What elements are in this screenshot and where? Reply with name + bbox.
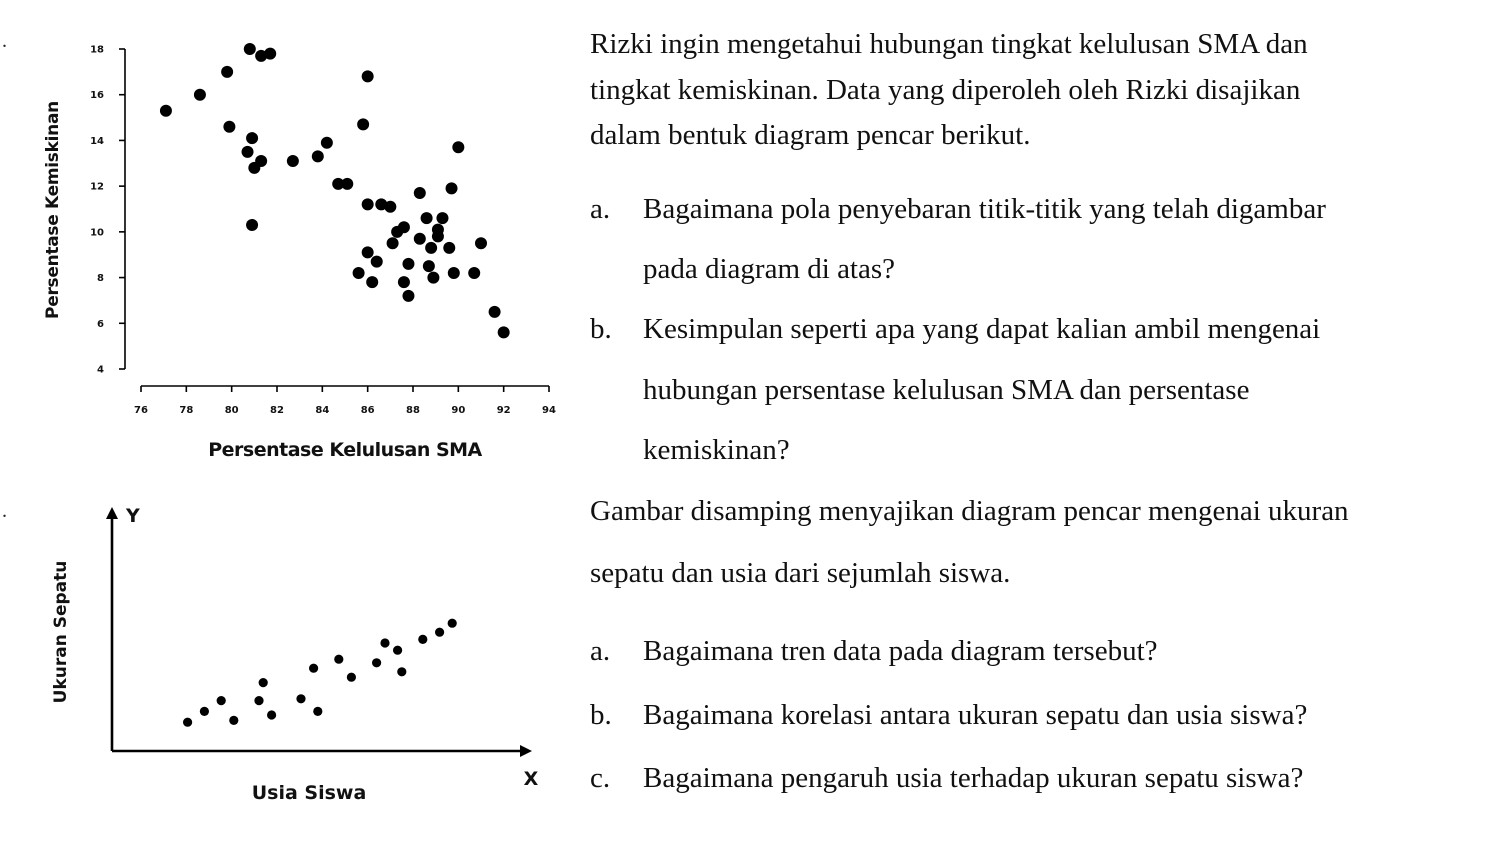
data-point [160, 105, 172, 117]
data-point [255, 155, 267, 167]
data-point [387, 237, 399, 249]
data-point [452, 141, 464, 153]
x-tick-label: 90 [451, 405, 466, 416]
data-point [421, 212, 433, 224]
data-point [244, 43, 256, 55]
question-label: b. [590, 699, 612, 731]
data-point [498, 326, 510, 338]
data-point [443, 242, 455, 254]
x-axis-arrow-icon [520, 745, 532, 757]
x-axis-title: Persentase Kelulusan SMA [208, 439, 482, 461]
data-point [254, 696, 263, 705]
data-point [362, 246, 374, 258]
data-point [357, 118, 369, 130]
y-axis-title: Persentase Kemiskinan [43, 101, 63, 319]
data-point [380, 638, 389, 647]
data-point [246, 219, 258, 231]
data-point [194, 89, 206, 101]
y-tick-label: 12 [90, 181, 104, 193]
data-point [313, 707, 322, 716]
data-point [398, 221, 410, 233]
y-tick-label: 18 [90, 44, 104, 56]
y-tick-label: 10 [90, 227, 104, 239]
question-text-line: Bagaimana korelasi antara ukuran sepatu dan usia siswa? [643, 699, 1308, 731]
y-axis-title: Ukuran Sepatu [51, 560, 71, 704]
data-point [468, 267, 480, 279]
data-point [384, 201, 396, 213]
scatter-chart-usia-sepatu [0, 485, 580, 825]
y-tick-label: 8 [97, 273, 104, 285]
data-point [259, 678, 268, 687]
x-tick-label: 78 [179, 405, 194, 416]
problem2-text-line: Gambar disamping menyajikan diagram pencar mengenai ukuran [590, 495, 1349, 527]
question-label: b. [590, 313, 612, 345]
data-point [223, 121, 235, 133]
data-point [489, 306, 501, 318]
y-tick-label: 4 [97, 364, 104, 376]
data-point [398, 276, 410, 288]
x-tick-label: 82 [270, 405, 284, 416]
data-point [217, 696, 226, 705]
data-point [371, 256, 383, 268]
question-label: c. [590, 762, 611, 794]
problem2-text-line: sepatu dan usia dari sejumlah siswa. [590, 557, 1011, 589]
data-point [432, 230, 444, 242]
data-point [264, 48, 276, 60]
x-tick-label: 94 [542, 405, 556, 416]
x-tick-label: 86 [360, 405, 375, 416]
data-point [414, 233, 426, 245]
data-point [436, 212, 448, 224]
data-point [200, 707, 209, 716]
data-point [393, 646, 402, 655]
data-point [448, 267, 460, 279]
question-text-line: Bagaimana tren data pada diagram tersebut? [643, 635, 1158, 667]
y-tick-label: 16 [90, 90, 104, 102]
data-point [423, 260, 435, 272]
question-text-line: pada diagram di atas? [643, 253, 896, 285]
data-point [221, 66, 233, 78]
data-point [183, 718, 192, 727]
question-text-line: kemiskinan? [643, 434, 790, 466]
problem1-text-line: tingkat kemiskinan. Data yang diperoleh oleh Rizki disajikan [590, 74, 1301, 106]
data-point [475, 237, 487, 249]
data-point [372, 658, 381, 667]
data-point [267, 710, 276, 719]
question-text-line: Kesimpulan seperti apa yang dapat kalian ambil mengenai [643, 313, 1321, 345]
problem1-text-line: Rizki ingin mengetahui hubungan tingkat kelulusan SMA dan [590, 28, 1308, 60]
x-tick-label: 84 [315, 405, 330, 416]
y-tick-label: 14 [90, 135, 104, 147]
data-point [347, 673, 356, 682]
data-point [341, 178, 353, 190]
question-text-line: Bagaimana pola penyebaran titik-titik yang telah digambar [643, 193, 1326, 225]
scatter-chart-kelulusan-kemiskinan [0, 0, 580, 480]
data-point [418, 635, 427, 644]
y-tick-label: 6 [97, 318, 104, 330]
data-point [448, 619, 457, 628]
data-point [362, 70, 374, 82]
data-point [353, 267, 365, 279]
x-tick-label: 88 [406, 405, 420, 416]
data-point [427, 272, 439, 284]
y-axis-arrow-icon [106, 507, 118, 519]
question-label: a. [590, 635, 611, 667]
data-point [309, 664, 318, 673]
problem1-bullet: . [2, 30, 7, 52]
question-text-line: hubungan persentase kelulusan SMA dan persentase [643, 374, 1250, 406]
data-point [425, 242, 437, 254]
question-text-line: Bagaimana pengaruh usia terhadap ukuran sepatu siswa? [643, 762, 1304, 794]
data-point [402, 258, 414, 270]
x-tick-label: 92 [496, 405, 511, 416]
data-point [229, 716, 238, 725]
data-point [362, 198, 374, 210]
data-point [446, 182, 458, 194]
x-axis-letter: X [523, 768, 539, 790]
x-axis-title: Usia Siswa [251, 782, 367, 804]
x-tick-label: 80 [224, 405, 239, 416]
data-point [334, 655, 343, 664]
problem1-text-line: dalam bentuk diagram pencar berikut. [590, 119, 1031, 151]
data-point [414, 187, 426, 199]
data-point [312, 150, 324, 162]
problem2-bullet: . [2, 500, 7, 522]
question-label: a. [590, 193, 611, 225]
data-point [242, 146, 254, 158]
x-tick-label: 76 [134, 405, 148, 416]
data-point [321, 137, 333, 149]
data-point [296, 694, 305, 703]
data-point [246, 132, 258, 144]
data-point [287, 155, 299, 167]
data-point [366, 276, 378, 288]
y-axis-letter: Y [126, 505, 140, 527]
data-point [435, 628, 444, 637]
data-point [397, 667, 406, 676]
data-point [402, 290, 414, 302]
